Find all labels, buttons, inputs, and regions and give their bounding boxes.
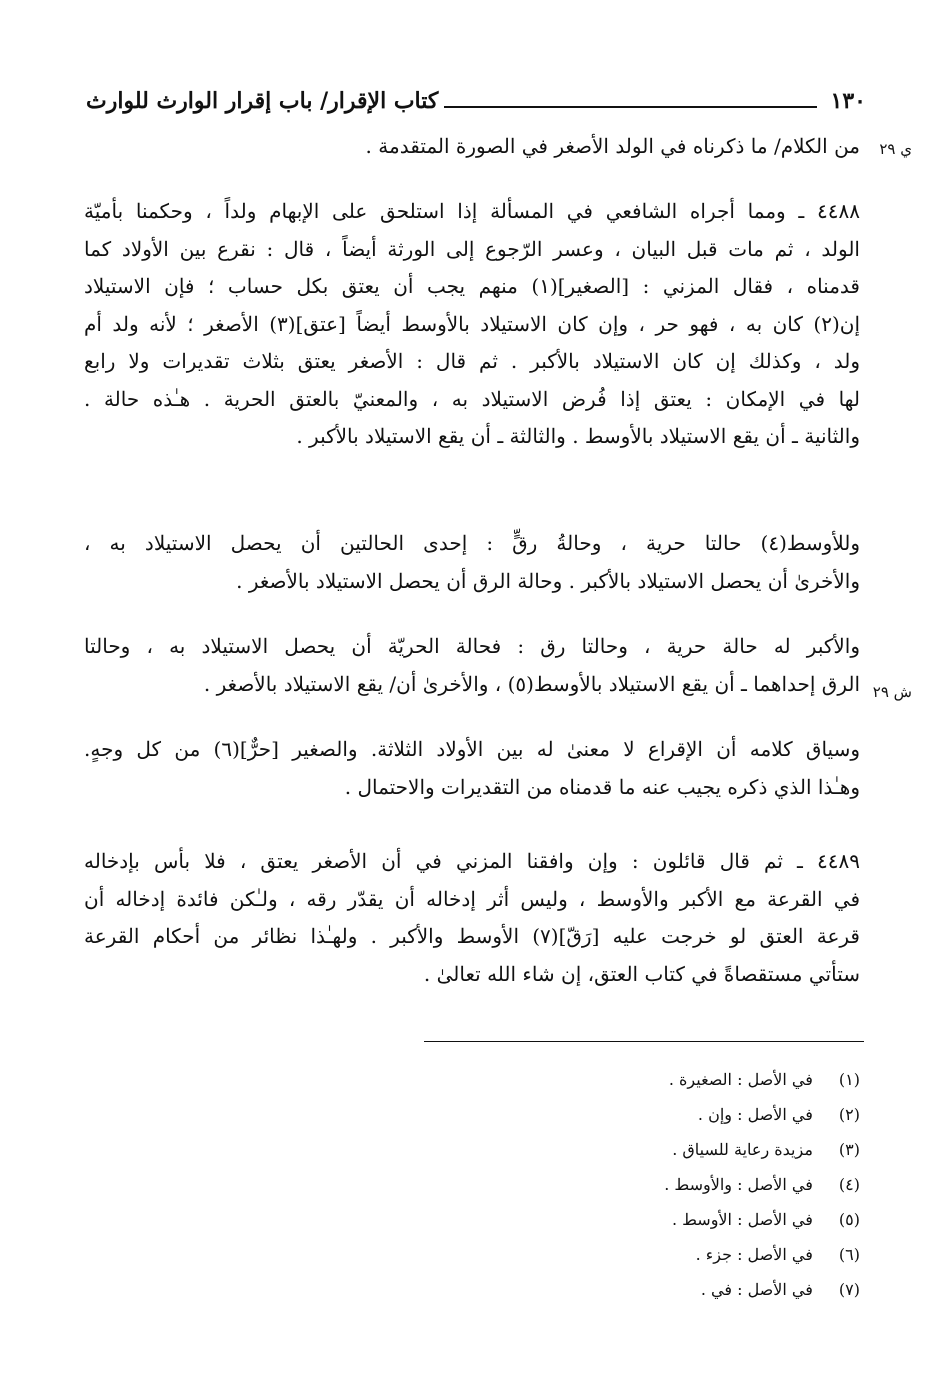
text-line: ٤٤٨٩ ـ ثم قال قائلون : وإن وافقنا المزني في أن الأصغر يعتق ، فلا بأس بإدخاله <box>84 849 860 873</box>
paragraph-siyaq <box>84 731 860 806</box>
paragraph-4489 <box>84 843 860 993</box>
text-line: الولد ، ثم مات قبل البيان ، وعسر الرّجوع إلى الورثة أيضاً ، قال : نقرع بين الأولاد كما <box>84 236 860 261</box>
text-line: وسياق كلامه أن الإقراع لا معنىٰ له بين الأولاد الثلاثة. والصغير [حرٌّ](٦) من كل وجهٍ. <box>84 737 860 761</box>
text-line: والأكبر له حالة حرية ، وحالتا رق : فحالة الحريّة أن يحصل الاستيلاد به ، وحالتا <box>84 634 860 658</box>
footnote <box>696 1237 860 1272</box>
footnote-text: مزيدة رعاية للسياق . <box>672 1140 813 1159</box>
footnote-number: (٦) <box>838 1245 860 1264</box>
text-line: ٤٤٨٨ ـ ومما أجراه الشافعي في المسألة إذا استلحق على الإبهام ولداً ، وحكمنا بأميّة <box>84 199 860 223</box>
text-line: ستأتي مستقصاةً في كتاب العتق، إن شاء الله تعالىٰ . <box>423 961 860 986</box>
footnote-separator <box>424 1041 864 1042</box>
footnote <box>698 1097 860 1132</box>
footnote-number: (٣) <box>838 1140 860 1159</box>
text-line: والثانية ـ أن يقع الاستيلاد بالأوسط . والثالثة ـ أن يقع الاستيلاد بالأكبر . <box>296 424 860 448</box>
page-number: ١٣٠ <box>830 88 866 114</box>
footnote-number: (٧) <box>838 1280 860 1299</box>
intro-paragraph <box>84 128 860 166</box>
header-title: كتاب الإقرار/ باب إقرار الوارث للوارث <box>86 88 439 114</box>
footnote-number: (٥) <box>838 1210 860 1229</box>
text-line: لها في الإمكان : يعتق إذا فُرض الاستيلاد به ، والمعنيّ بالعتق الحرية . هـٰذه حالة . <box>84 386 860 411</box>
footnote-text: في الأصل : جزء . <box>695 1245 813 1264</box>
footnote-number: (١) <box>838 1070 860 1089</box>
text-line: ولد ، وكذلك إن كان الاستيلاد بالأكبر . ثم قال : الأصغر يعتق بثلاث تقديرات ولا رابع <box>84 349 860 373</box>
paragraph-4488 <box>84 193 860 456</box>
header-rule <box>444 106 816 108</box>
text-line: وهـٰذا الذي ذكره يجيب عنه ما قدمناه من التقديرات والاحتمال . <box>344 774 860 799</box>
footnote-text: في الأصل : الأوسط . <box>671 1210 813 1229</box>
text-line: في القرعة مع الأكبر والأوسط ، وليس أثر إدخاله أن يقدّر رقه ، ولـٰكن فائدة إدخاله أن <box>84 886 860 911</box>
text-line: والأخرىٰ أن يحصل الاستيلاد بالأكبر . وحالة الرق أن يحصل الاستيلاد بالأصغر . <box>236 568 860 593</box>
footnote-text: في الأصل : الصغيرة . <box>668 1070 813 1089</box>
text-line: إن(٢) كان به ، فهو حر ، وإن كان الاستيلاد بالأوسط أيضاً [عتق](٣) الأصغر ؛ لأنه ولد أم <box>84 311 860 336</box>
text-line: الرق إحداهما ـ أن يقع الاستيلاد بالأوسط(٥) ، والأخرىٰ أن/ يقع الاستيلاد بالأصغر . <box>203 671 860 696</box>
footnote <box>664 1167 860 1202</box>
text-line: من الكلام/ ما ذكرناه في الولد الأصغر في الصورة المتقدمة . <box>365 134 860 158</box>
footnote-number: (٤) <box>838 1175 860 1194</box>
text-line: وللأوسط(٤) حالتا حرية ، وحالةُ رقٍّ : إحدى الحالتين أن يحصل الاستيلاد به ، <box>84 531 860 555</box>
paragraph-awsat <box>84 525 860 600</box>
footnote-text: في الأصل : وإن . <box>697 1105 813 1124</box>
paragraph-akbar <box>84 628 860 703</box>
text-line: قرعة العتق لو خرجت عليه [رَقّ](٧) الأوسط والأكبر . ولهـٰذا نظائر من أحكام القرعة <box>84 924 860 948</box>
footnote-text: في الأصل : في . <box>700 1280 813 1299</box>
footnote <box>672 1132 860 1167</box>
footnote <box>672 1202 860 1237</box>
footnote-text: في الأصل : والأوسط . <box>664 1175 813 1194</box>
footnote <box>669 1062 860 1097</box>
margin-mark-middle: ش ٢٩ <box>872 683 912 701</box>
footnote <box>701 1272 860 1307</box>
footnote-number: (٢) <box>838 1105 860 1124</box>
margin-mark-top: ي ٢٩ <box>879 140 912 158</box>
running-header <box>86 74 866 114</box>
text-line: قدمناه ، فقال المزني : [الصغير](١) منهم يجب أن يعتق بكل حساب ؛ فإن الاستيلاد <box>84 274 860 298</box>
